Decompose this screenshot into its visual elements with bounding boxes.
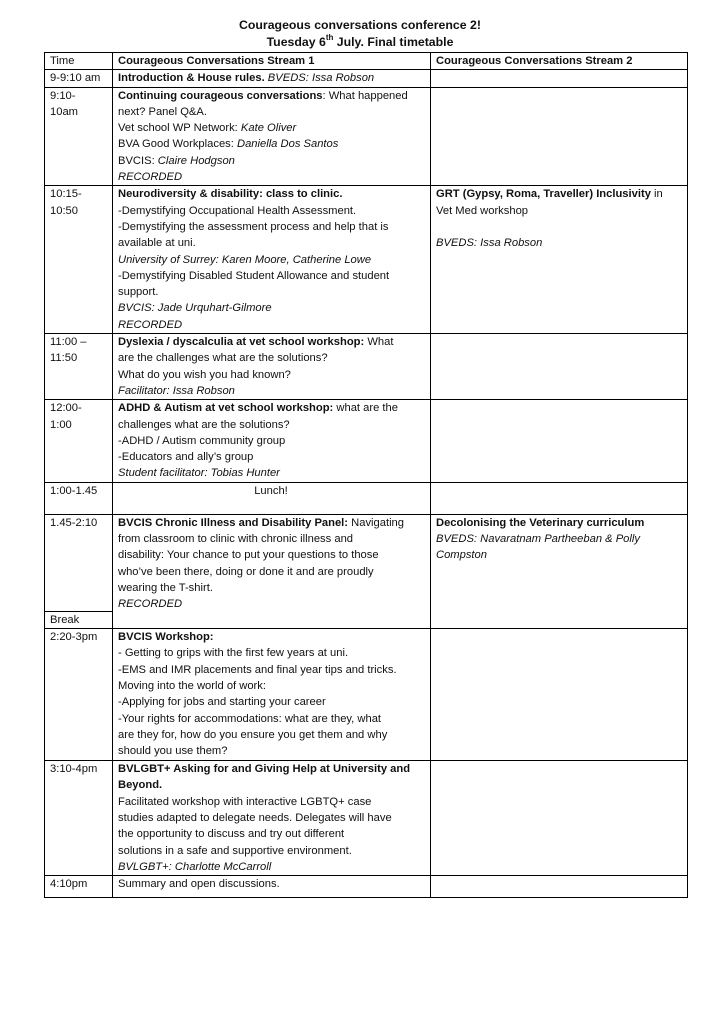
- time-cell: 9-9:10 am: [45, 70, 113, 87]
- session-title: Dyslexia / dyscalculia at vet school workshop:: [118, 336, 365, 349]
- stream-1-cell: [113, 514, 431, 628]
- table-row: [45, 186, 688, 334]
- timetable: [44, 52, 688, 898]
- time-start: 11:00 –: [50, 336, 87, 349]
- session-title: BVCIS Workshop:: [118, 631, 214, 644]
- session-title-line: [118, 515, 424, 531]
- speaker-name: Daniella Dos Santos: [236, 138, 339, 151]
- table-row: [45, 761, 688, 876]
- time-cell: 1:00-1.45: [45, 482, 113, 514]
- time-end: 11:50: [50, 352, 78, 365]
- session-speaker: BVCIS: Jade Urquhart-Gilmore: [118, 302, 272, 315]
- session-text: -ADHD / Autism community group: [118, 434, 286, 447]
- stream-2-cell: [431, 400, 688, 482]
- session-text: -Demystifying Disabled Student Allowance and student: [118, 269, 390, 282]
- session-text: Facilitated workshop with interactive LGBTQ+ case: [118, 795, 372, 808]
- session-title: Introduction & House rules.: [118, 72, 265, 85]
- document-title: [0, 17, 720, 51]
- time-start: 12:00-: [50, 402, 82, 415]
- session-text: wearing the T-shirt.: [118, 581, 213, 594]
- time-cell: [45, 87, 113, 186]
- time-cell: Break: [45, 611, 113, 628]
- time-cell: 2:20-3pm: [45, 629, 113, 761]
- session-speaker-line: [118, 136, 424, 152]
- session-speaker: Student facilitator: Tobias Hunter: [118, 467, 280, 480]
- session-title: GRT (Gypsy, Roma, Traveller) Inclusivity: [436, 188, 651, 201]
- speaker-org: BVA Good Workplaces:: [118, 138, 237, 151]
- session-text: should you use them?: [118, 745, 228, 758]
- table-row: [45, 400, 688, 482]
- session-text: who’ve been there, doing or done it and are proudly: [118, 565, 374, 578]
- session-title-line: [436, 186, 681, 202]
- stream-2-cell: [431, 70, 688, 87]
- session-text: -Demystifying Occupational Health Assessment.: [118, 204, 357, 217]
- session-title-line: [118, 334, 424, 350]
- time-end: 10:50: [50, 204, 78, 217]
- stream-2-cell: [431, 514, 688, 628]
- time-cell: 3:10-4pm: [45, 761, 113, 876]
- session-text: support.: [118, 286, 159, 299]
- session-text: -Applying for jobs and starting your career: [118, 696, 326, 709]
- stream-2-cell: [431, 629, 688, 761]
- time-cell: 4:10pm: [45, 876, 113, 898]
- header-stream-2: Courageous Conversations Stream 2: [431, 53, 688, 70]
- stream-1-cell: Summary and open discussions.: [113, 876, 431, 898]
- session-title: BVLGBT+ Asking for and Giving Help at University and: [118, 763, 411, 776]
- session-speaker: BVEDS: Issa Robson: [264, 72, 375, 85]
- table-row: [45, 876, 688, 898]
- session-title: BVCIS Chronic Illness and Disability Panel:: [118, 516, 349, 529]
- session-text: -Your rights for accommodations: what are they, what: [118, 712, 382, 725]
- session-title: Decolonising the Veterinary curriculum: [436, 516, 645, 529]
- table-row: [45, 514, 688, 611]
- session-title-line: [118, 88, 424, 104]
- stream-2-cell: [431, 482, 688, 514]
- stream-2-cell: [431, 87, 688, 186]
- session-text: -Demystifying the assessment process and help that is: [118, 220, 389, 233]
- title-date-suffix: th: [325, 32, 334, 42]
- session-text: are the challenges what are the solutions?: [118, 352, 328, 365]
- speaker-name: Kate Oliver: [240, 122, 297, 135]
- session-text: -Educators and ally’s group: [118, 451, 254, 464]
- session-text: solutions in a safe and supportive environment.: [118, 844, 352, 857]
- session-speaker: BVLGBT+: Charlotte McCarroll: [118, 860, 272, 873]
- session-text: from classroom to clinic with chronic illness and: [118, 533, 354, 546]
- session-speaker: Facilitator: Issa Robson: [118, 384, 235, 397]
- stream-1-cell: [113, 400, 431, 482]
- table-row: [45, 87, 688, 186]
- stream-1-cell: [113, 87, 431, 186]
- session-speaker: Compston: [436, 549, 487, 562]
- time-start: 9:10-: [50, 89, 76, 102]
- recorded-label: RECORDED: [118, 318, 183, 331]
- stream-1-cell: [113, 186, 431, 334]
- session-text: Vet Med workshop: [436, 204, 529, 217]
- session-text: - Getting to grips with the first few years at uni.: [118, 647, 349, 660]
- session-title-tail: what are the: [333, 402, 398, 415]
- time-cell: [45, 400, 113, 482]
- session-text: Moving into the world of work:: [118, 679, 266, 692]
- session-text: -EMS and IMR placements and final year tips and tricks.: [118, 663, 397, 676]
- session-title-line: [118, 400, 424, 416]
- lunch-label: Lunch!: [254, 484, 288, 497]
- table-row: [45, 70, 688, 87]
- session-title: ADHD & Autism at vet school workshop:: [118, 402, 334, 415]
- session-title: Neurodiversity & disability: class to clinic.: [118, 188, 343, 201]
- time-cell: 1.45-2:10: [45, 514, 113, 611]
- title-date-day: Tuesday 6: [266, 35, 326, 49]
- time-end: 1:00: [50, 418, 72, 431]
- table-row: [45, 482, 688, 514]
- stream-1-cell: [113, 334, 431, 400]
- recorded-label: RECORDED: [118, 171, 183, 184]
- session-text: next? Panel Q&A.: [118, 105, 207, 118]
- stream-1-cell: [113, 629, 431, 761]
- header-row: [45, 53, 688, 70]
- stream-1-cell: [113, 482, 431, 514]
- session-text: are they for, how do you ensure you get them and why: [118, 728, 388, 741]
- header-time: Time: [45, 53, 113, 70]
- session-title-tail: in: [650, 188, 663, 201]
- stream-2-cell: [431, 186, 688, 334]
- stream-2-cell: [431, 876, 688, 898]
- session-title-tail: : What happened: [322, 89, 408, 102]
- stream-2-cell: [431, 761, 688, 876]
- session-speaker: BVEDS: Navaratnam Partheeban & Polly: [436, 533, 640, 546]
- time-cell: [45, 186, 113, 334]
- stream-2-cell: [431, 334, 688, 400]
- time-cell: [45, 334, 113, 400]
- stream-1-cell: [113, 761, 431, 876]
- session-title: Beyond.: [118, 779, 163, 792]
- title-line-2: [0, 34, 720, 51]
- session-text: the opportunity to discuss and try out different: [118, 828, 345, 841]
- speaker-org: Vet school WP Network:: [118, 122, 241, 135]
- header-stream-1: Courageous Conversations Stream 1: [113, 53, 431, 70]
- time-start: 10:15-: [50, 188, 82, 201]
- table-row: [45, 629, 688, 761]
- session-text: studies adapted to delegate needs. Delegates will have: [118, 811, 392, 824]
- title-date-rest: July. Final timetable: [333, 35, 454, 49]
- session-speaker: University of Surrey: Karen Moore, Catherine Lowe: [118, 253, 372, 266]
- title-line-1: Courageous conversations conference 2!: [239, 18, 481, 32]
- stream-1-cell: [113, 70, 431, 87]
- recorded-label: RECORDED: [118, 598, 183, 611]
- session-speaker-line: [118, 120, 424, 136]
- session-speaker-line: [118, 153, 424, 169]
- session-text: challenges what are the solutions?: [118, 418, 290, 431]
- speaker-name: Claire Hodgson: [157, 154, 235, 167]
- speaker-org: BVCIS:: [118, 154, 158, 167]
- time-end: 10am: [50, 105, 78, 118]
- session-title: Continuing courageous conversations: [118, 89, 323, 102]
- session-title-tail: Navigating: [348, 516, 405, 529]
- session-text: available at uni.: [118, 237, 196, 250]
- session-title-tail: What: [364, 336, 394, 349]
- table-row: [45, 334, 688, 400]
- session-text: disability: Your chance to put your questions to those: [118, 549, 379, 562]
- session-speaker: BVEDS: Issa Robson: [436, 237, 543, 250]
- session-text: What do you wish you had known?: [118, 368, 291, 381]
